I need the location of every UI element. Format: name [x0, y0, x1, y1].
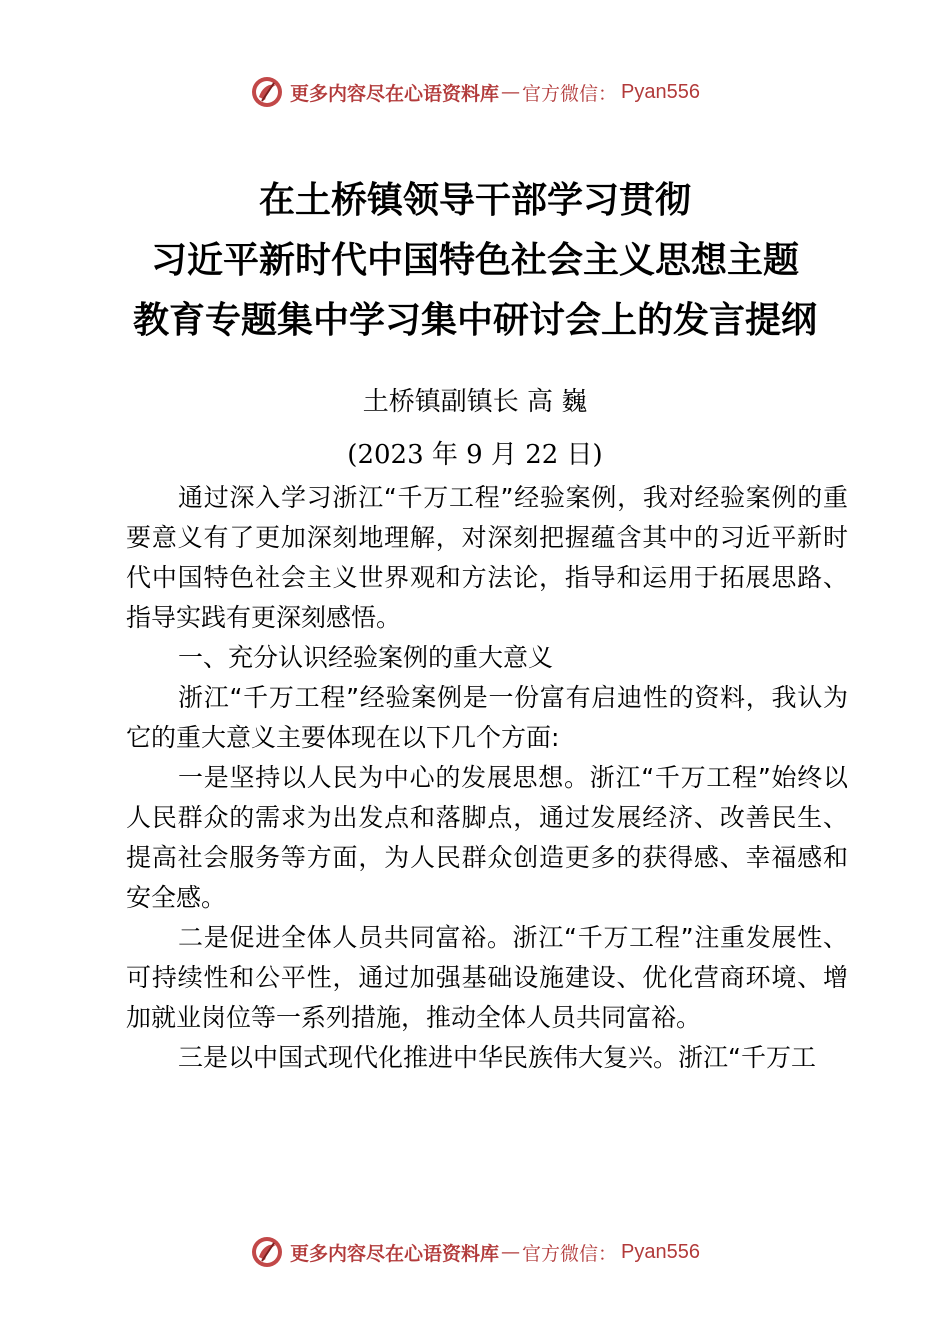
footer-wechat-label: 官方微信： [522, 1242, 618, 1265]
header-brand-text: 更多内容尽在心语资料库 [290, 82, 500, 105]
title-line-1: 在土桥镇领导干部学习贯彻 [258, 179, 691, 221]
paragraph-point-3: 三是以中国式现代化推进中华民族伟大复兴。浙江“千万工 [178, 1043, 816, 1072]
document-title [0, 170, 950, 350]
paragraph-intro: 通过深入学习浙江“千万工程”经验案例，我对经验案例的重要意义有了更加深刻地理解，对深刻把握蕴含其中的习近平新时代中国特色社会主义世界观和方法论，指导和运用于拓展思路、指导实践有更深刻感悟。 [126, 483, 848, 632]
date-line: (2023 年 9 月 22 日) [347, 440, 603, 470]
header-wechat-label: 官方微信： [522, 82, 618, 105]
header-separator: — [501, 81, 521, 103]
footer-separator: — [501, 1241, 521, 1263]
document-body [126, 478, 848, 1078]
paragraph: 浙江“千万工程”经验案例是一份富有启迪性的资料，我认为它的重大意义主要体现在以下几个方面: [126, 683, 848, 752]
header-wechat-id: Pyan556 [621, 80, 700, 103]
paragraph-point-2: 二是促进全体人员共同富裕。浙江“千万工程”注重发展性、可持续性和公平性，通过加强基础设施建设、优化营商环境、增加就业岗位等一系列措施，推动全体人员共同富裕。 [126, 923, 848, 1032]
title-line-2: 习近平新时代中国特色社会主义思想主题 [150, 239, 799, 281]
title-line-3: 教育专题集中学习集中研讨会上的发言提纲 [132, 299, 817, 341]
section-heading-1: 一、充分认识经验案例的重大意义 [178, 643, 554, 672]
brand-logo-icon [250, 1235, 284, 1269]
paragraph-point-1: 一是坚持以人民为中心的发展思想。浙江“千万工程”始终以人民群众的需求为出发点和落脚点，通过发展经济、改善民生、提高社会服务等方面，为人民群众创造更多的获得感、幸福感和安全感。 [126, 763, 848, 912]
brand-logo-icon [250, 75, 284, 109]
author-line: 土桥镇副镇长 高 巍 [362, 387, 588, 417]
footer-brand-text: 更多内容尽在心语资料库 [290, 1242, 500, 1265]
footer-banner [0, 1232, 950, 1272]
footer-wechat-id: Pyan556 [621, 1240, 700, 1263]
header-banner [0, 72, 950, 112]
